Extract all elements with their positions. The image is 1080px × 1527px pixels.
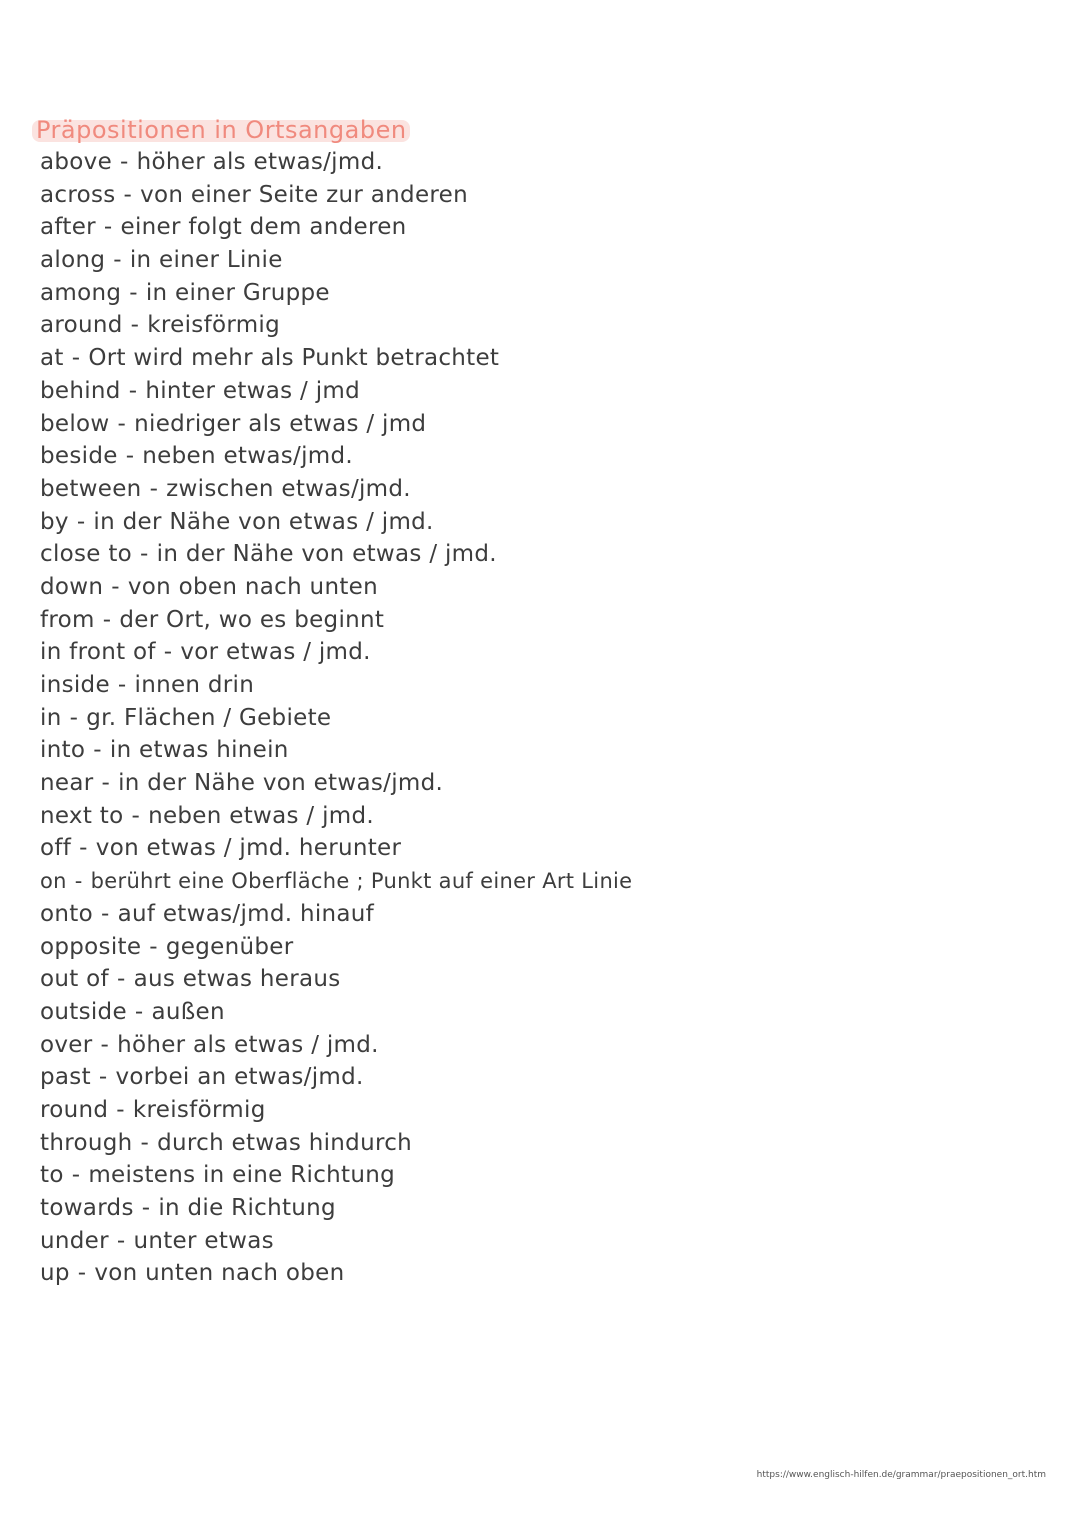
list-item: [40, 931, 632, 964]
preposition-term: to: [40, 1162, 64, 1189]
list-item: [40, 1127, 632, 1160]
preposition-term: close to: [40, 541, 133, 568]
preposition-term: along: [40, 247, 106, 274]
title-block: [36, 112, 407, 148]
separator-dash: -: [93, 737, 102, 764]
separator-dash: -: [117, 410, 127, 437]
separator-dash: -: [98, 1064, 108, 1091]
preposition-list: [40, 146, 632, 1290]
preposition-term: round: [40, 1096, 109, 1123]
preposition-term: on: [40, 869, 67, 894]
separator-dash: -: [163, 639, 173, 666]
list-item: [40, 767, 632, 800]
preposition-meaning: innen drin: [134, 672, 255, 698]
list-item: [40, 1257, 632, 1290]
preposition-term: after: [40, 214, 96, 241]
list-item: [40, 375, 632, 408]
list-item: [40, 1061, 632, 1094]
list-item: [40, 1029, 632, 1062]
separator-dash: -: [140, 541, 149, 568]
list-item: [40, 211, 632, 244]
preposition-meaning: der Ort, wo es beginnt: [119, 606, 385, 633]
list-item: [40, 996, 632, 1029]
separator-dash: -: [149, 475, 159, 502]
separator-dash: -: [120, 149, 129, 175]
preposition-meaning: von oben nach unten: [127, 573, 378, 600]
preposition-meaning: neben etwas/jmd.: [142, 443, 353, 470]
preposition-meaning: aus etwas heraus: [133, 966, 341, 993]
preposition-meaning: von einer Seite zur anderen: [140, 181, 468, 208]
separator-dash: -: [131, 802, 141, 829]
separator-dash: -: [74, 869, 83, 894]
separator-dash: -: [116, 966, 126, 993]
preposition-meaning: höher als etwas/jmd.: [136, 149, 384, 175]
list-item: [40, 146, 632, 179]
separator-dash: -: [149, 933, 158, 960]
preposition-term: among: [40, 279, 122, 306]
separator-dash: -: [79, 835, 88, 862]
list-item: [40, 636, 632, 669]
preposition-term: beside: [40, 443, 118, 470]
preposition-term: above: [40, 149, 113, 175]
preposition-meaning: in einer Gruppe: [145, 279, 330, 306]
preposition-meaning: gr. Flächen / Gebiete: [86, 704, 332, 731]
separator-dash: -: [125, 443, 135, 470]
preposition-term: around: [40, 312, 123, 339]
list-item: [40, 963, 632, 996]
preposition-meaning: durch etwas hindurch: [157, 1129, 413, 1156]
separator-dash: -: [103, 214, 113, 241]
separator-dash: -: [113, 247, 122, 274]
separator-dash: -: [101, 770, 111, 797]
separator-dash: -: [141, 1195, 151, 1221]
list-item: [40, 669, 632, 702]
preposition-term: opposite: [40, 933, 142, 960]
separator-dash: -: [71, 345, 81, 372]
separator-dash: -: [111, 573, 120, 600]
separator-dash: -: [128, 377, 138, 404]
list-item: [40, 277, 632, 310]
preposition-meaning: in der Nähe von etwas/jmd.: [118, 770, 444, 797]
list-item: [40, 506, 632, 539]
source-url: https://www.englisch-hilfen.de/grammar/praepositionen_ort.htm: [756, 1470, 1046, 1480]
list-item: [40, 898, 632, 931]
preposition-term: across: [40, 181, 116, 208]
preposition-term: down: [40, 573, 104, 600]
list-item: [40, 1159, 632, 1192]
list-item: [40, 604, 632, 637]
preposition-meaning: auf etwas/jmd. hinauf: [117, 900, 375, 927]
preposition-term: by: [40, 508, 69, 535]
preposition-meaning: höher als etwas / jmd.: [117, 1031, 379, 1058]
preposition-meaning: in einer Linie: [129, 247, 283, 274]
preposition-meaning: in der Nähe von etwas / jmd.: [156, 541, 497, 568]
separator-dash: -: [77, 1260, 87, 1287]
preposition-meaning: neben etwas / jmd.: [148, 802, 374, 829]
preposition-term: below: [40, 410, 110, 437]
preposition-meaning: hinter etwas / jmd: [145, 377, 361, 404]
preposition-term: out of: [40, 966, 109, 993]
preposition-meaning: von unten nach oben: [94, 1260, 345, 1287]
separator-dash: -: [100, 900, 110, 927]
list-item: [40, 832, 632, 865]
preposition-term: in front of: [40, 639, 156, 666]
preposition-term: inside: [40, 672, 110, 698]
list-item: [40, 473, 632, 506]
preposition-meaning: meistens in eine Richtung: [88, 1162, 396, 1189]
preposition-meaning: Ort wird mehr als Punkt betrachtet: [88, 345, 500, 372]
list-item: [40, 408, 632, 441]
preposition-term: past: [40, 1064, 91, 1091]
separator-dash: -: [140, 1129, 150, 1156]
preposition-term: over: [40, 1031, 93, 1058]
separator-dash: -: [69, 704, 79, 731]
preposition-term: behind: [40, 377, 121, 404]
preposition-term: off: [40, 835, 72, 862]
list-item: [40, 1094, 632, 1127]
preposition-meaning: gegenüber: [165, 933, 294, 960]
list-item: [40, 734, 632, 767]
preposition-term: at: [40, 345, 64, 372]
preposition-term: next to: [40, 802, 124, 829]
list-item: [40, 179, 632, 212]
separator-dash: -: [116, 1227, 126, 1254]
preposition-term: under: [40, 1227, 109, 1254]
list-item: [40, 800, 632, 833]
preposition-term: from: [40, 606, 95, 633]
preposition-meaning: einer folgt dem anderen: [120, 214, 407, 241]
list-item: [40, 538, 632, 571]
page-title: Präpositionen in Ortsangaben: [36, 116, 407, 144]
preposition-term: outside: [40, 998, 127, 1025]
separator-dash: -: [116, 1096, 125, 1123]
preposition-term: between: [40, 475, 142, 502]
preposition-meaning: kreisförmig: [147, 312, 280, 339]
preposition-meaning: unter etwas: [133, 1227, 274, 1254]
separator-dash: -: [130, 312, 140, 339]
preposition-term: into: [40, 737, 86, 764]
separator-dash: -: [100, 1031, 110, 1058]
list-item: [40, 309, 632, 342]
preposition-meaning: von etwas / jmd. herunter: [95, 835, 402, 862]
list-item: [40, 244, 632, 277]
preposition-meaning: berührt eine Oberfläche ; Punkt auf einer Art Linie: [90, 869, 633, 894]
separator-dash: -: [123, 181, 133, 208]
preposition-meaning: niedriger als etwas / jmd: [134, 410, 427, 437]
list-item: [40, 571, 632, 604]
preposition-meaning: zwischen etwas/jmd.: [166, 475, 411, 502]
preposition-term: up: [40, 1260, 70, 1287]
preposition-meaning: vor etwas / jmd.: [180, 639, 371, 666]
separator-dash: -: [134, 998, 144, 1025]
preposition-meaning: in etwas hinein: [109, 737, 289, 764]
preposition-term: near: [40, 770, 94, 797]
preposition-meaning: in der Nähe von etwas / jmd.: [93, 508, 434, 535]
preposition-term: onto: [40, 900, 93, 927]
list-item: [40, 865, 632, 898]
separator-dash: -: [71, 1162, 81, 1189]
list-item: [40, 1225, 632, 1258]
separator-dash: -: [117, 672, 127, 698]
separator-dash: -: [102, 606, 112, 633]
list-item: [40, 702, 632, 735]
preposition-term: through: [40, 1129, 133, 1156]
separator-dash: -: [76, 508, 86, 535]
list-item: [40, 342, 632, 375]
preposition-meaning: kreisförmig: [132, 1096, 266, 1123]
preposition-meaning: in die Richtung: [158, 1195, 336, 1221]
list-item: [40, 440, 632, 473]
preposition-term: in: [40, 704, 62, 731]
list-item: [40, 1192, 632, 1225]
preposition-meaning: außen: [151, 998, 225, 1025]
preposition-meaning: vorbei an etwas/jmd.: [115, 1064, 364, 1091]
separator-dash: -: [129, 279, 138, 306]
preposition-term: towards: [40, 1195, 134, 1221]
